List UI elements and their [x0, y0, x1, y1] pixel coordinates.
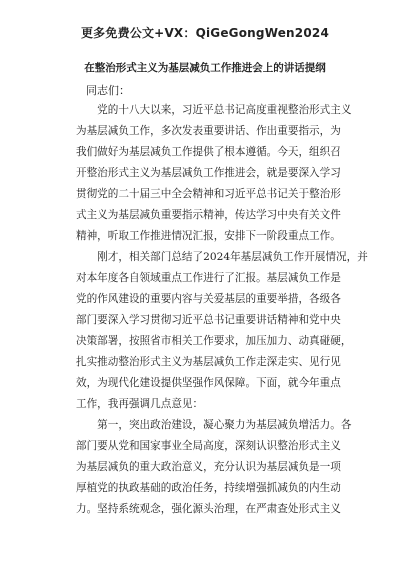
text-line: 精神，听取工作推进情况汇报，安排下一阶段重点工作。 [76, 230, 341, 242]
text-line: 为基层减负工作，多次发表重要讲话、作出重要指示，为 [76, 125, 341, 137]
document-title: 在整治形式主义为基层减负工作推进会上的讲话提纲 [84, 62, 326, 74]
text-line: 部门要深入学习贯彻习近平总书记重要讲话精神和党中央 [76, 314, 341, 326]
text-line: 扎实推动整治形式主义为基层减负工作走深走实、见行见 [76, 356, 341, 368]
document-header: 更多免费公文+VX：QiGeGongWen2024 [80, 26, 329, 40]
text-line: 我们做好为基层减负工作提供了根本遵循。今天，组织召 [76, 146, 341, 158]
text-line: 党的十八大以来，习近平总书记高度重视整治形式主义 [76, 104, 352, 116]
document-body [76, 100, 368, 520]
text-line: 决策部署，按照省市相关工作要求，加压加力、动真碰硬， [76, 335, 352, 347]
text-line: 部门要从党和国家事业全局高度，深刻认识整治形式主义 [76, 440, 341, 452]
text-line: 开整治形式主义为基层减负工作推进会，就是要深入学习 [76, 167, 341, 179]
text-line: 式主义为基层减负重要指示精神，传达学习中央有关文件 [76, 209, 341, 221]
text-line: 对本年度各自领域重点工作进行了汇报。基层减负工作是 [76, 272, 341, 284]
text-line: 第一，突出政治建设，凝心聚力为基层减负增活力。各 [76, 419, 352, 431]
text-line: 厚植党的执政基础的政治任务，持续增强抓减负的内生动 [76, 482, 341, 494]
text-line: 效，为现代化建设提供坚强作风保障。下面，就今年重点 [76, 377, 341, 389]
text-line: 贯彻党的二十届三中全会精神和习近平总书记关于整治形 [76, 188, 341, 200]
text-line: 刚才，相关部门总结了2024年基层减负工作开展情况，并 [76, 251, 368, 263]
text-line: 为基层减负的重大政治意义，充分认识为基层减负是一项 [76, 461, 341, 473]
salutation: 同志们： [86, 84, 130, 97]
text-line: 力。坚持系统观念，强化源头治理，在严肃查处形式主义 [76, 503, 341, 515]
text-line: 党的作风建设的重要内容与关爱基层的重要举措，各级各 [76, 293, 341, 305]
text-line: 工作，我再强调几点意见： [76, 398, 204, 410]
